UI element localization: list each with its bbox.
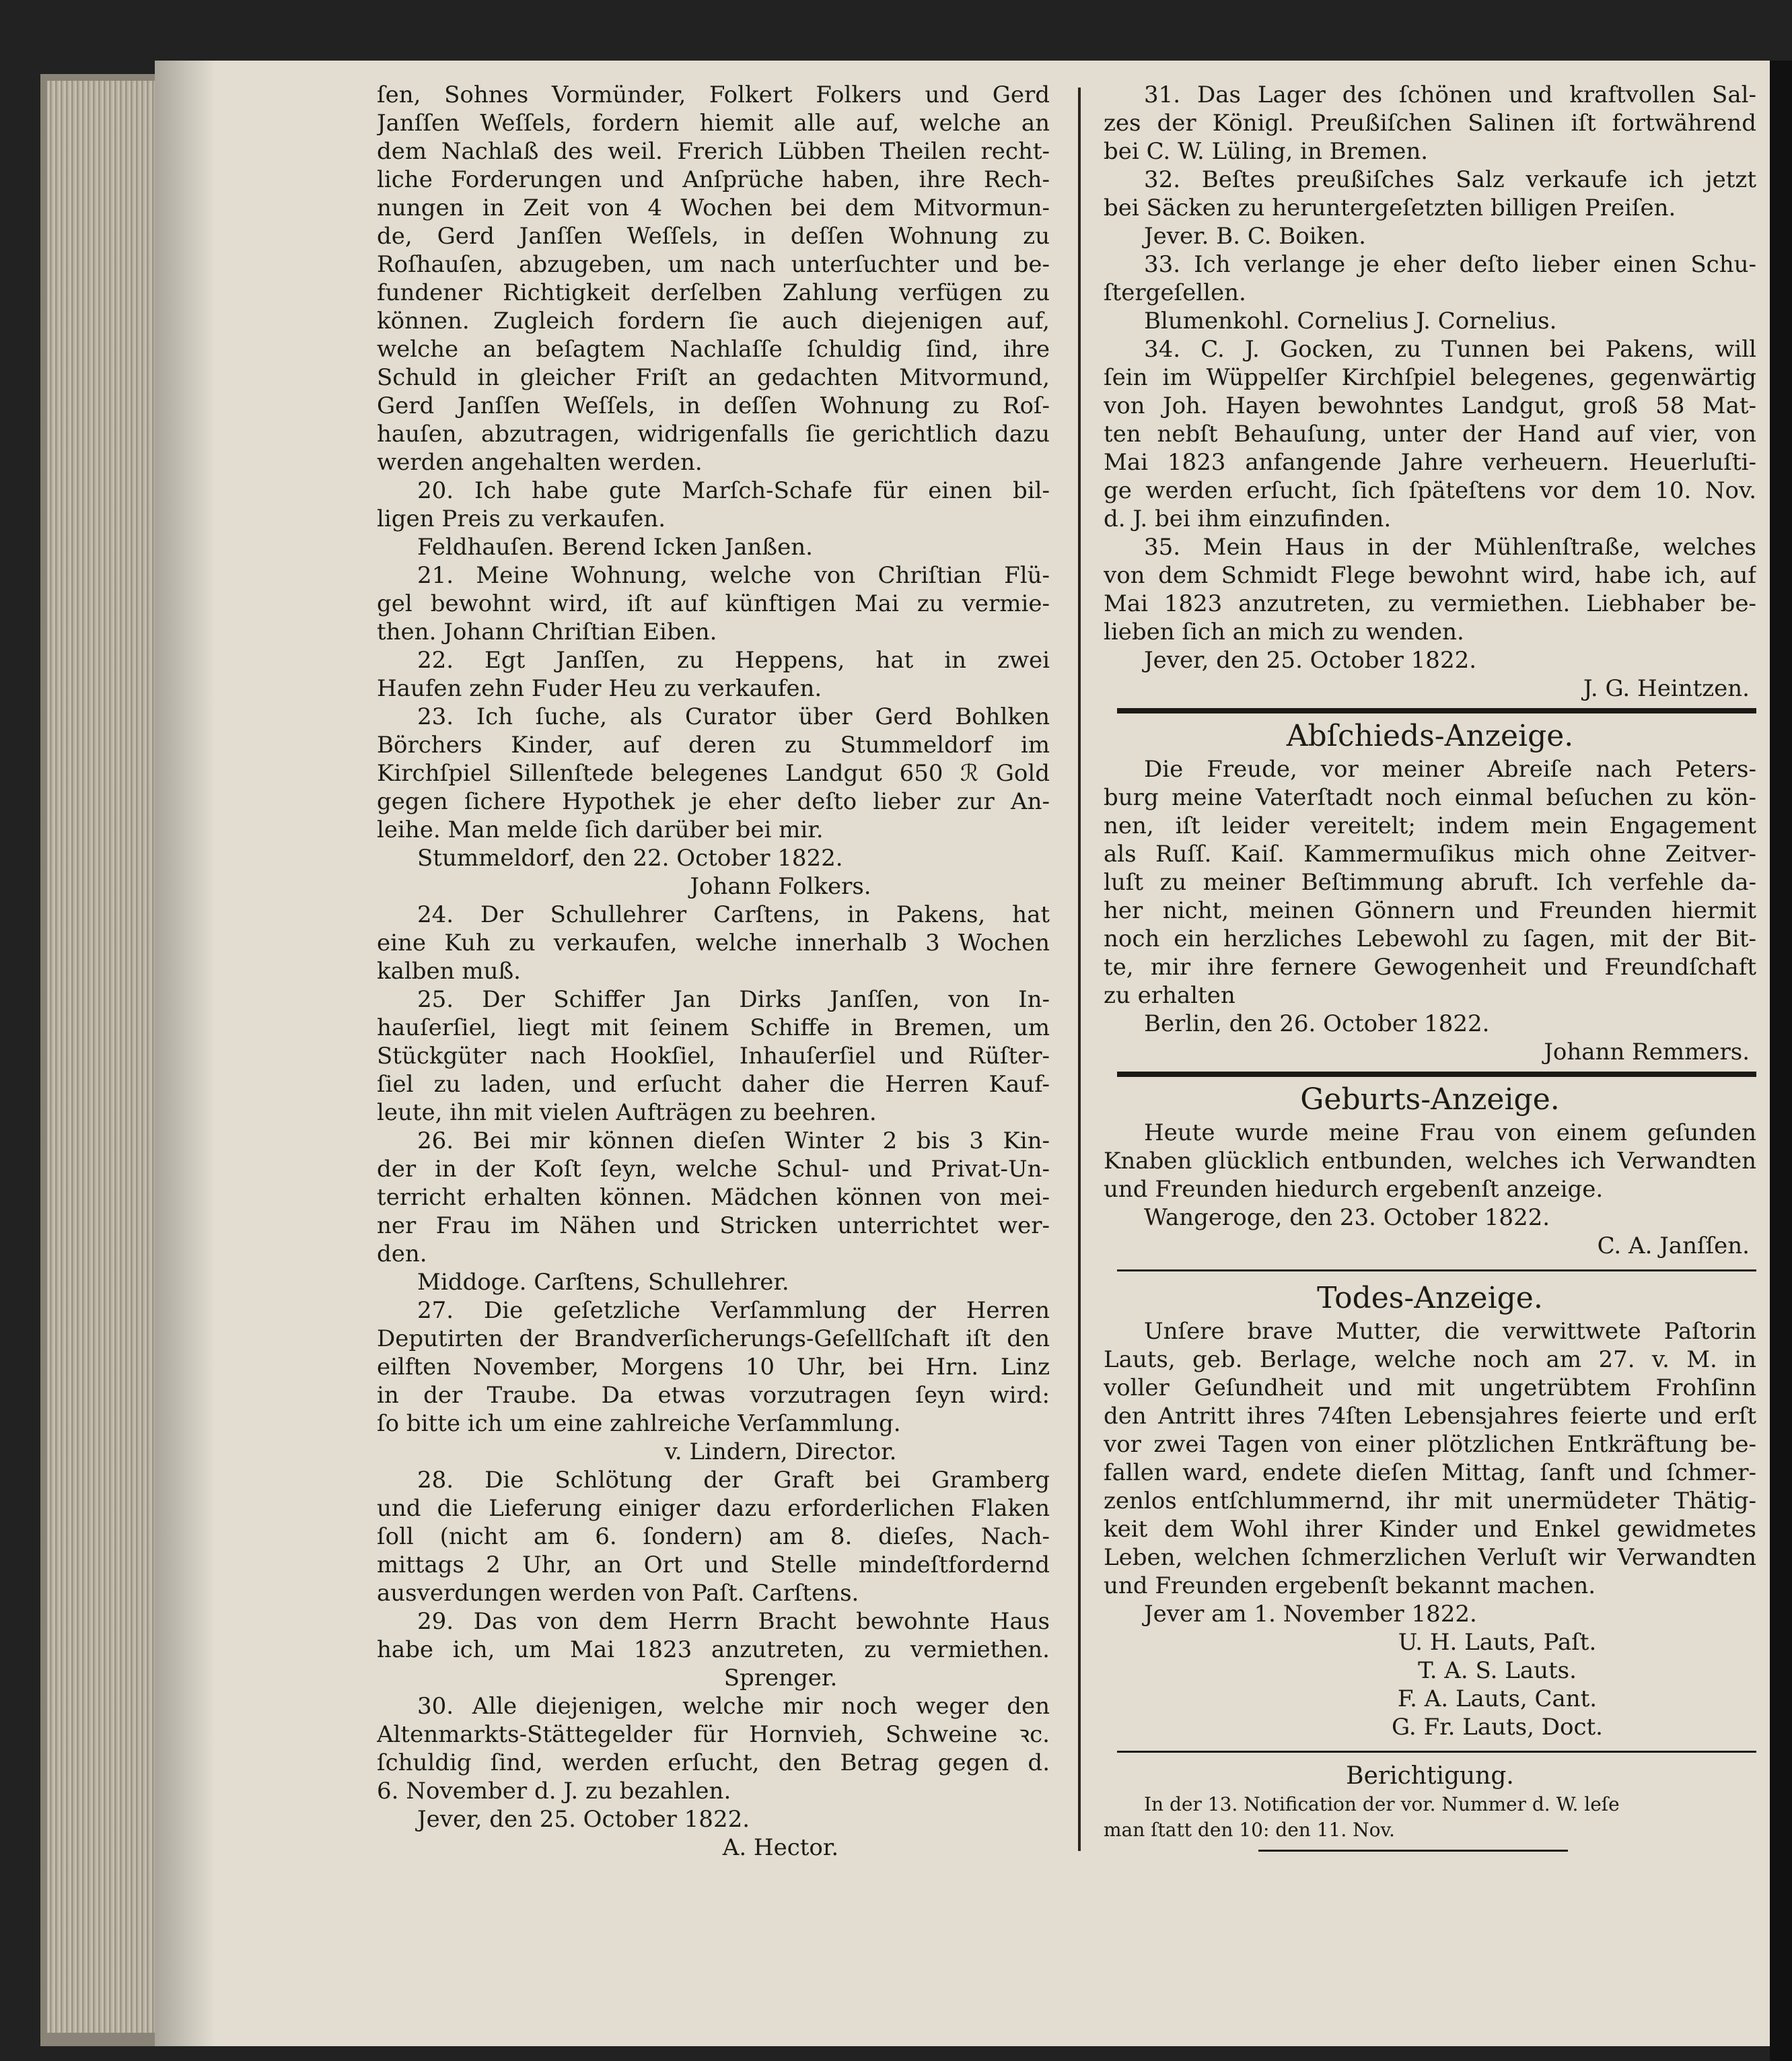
- text-line: nungen in Zeit von 4 Wochen bei dem Mitvormun-: [377, 195, 1050, 221]
- text-line: Jever, den 25. October 1822.: [417, 1806, 750, 1833]
- text-line: 30. Alle diejenigen, welche mir noch weger den: [417, 1693, 1050, 1720]
- text-line: und die Lieferung einiger dazu erforderlichen Flaken: [377, 1495, 1050, 1522]
- text-line: Haufen zehn Fuder Heu zu verkaufen.: [377, 675, 822, 702]
- text-line: Wangeroge, den 23. October 1822.: [1144, 1204, 1550, 1231]
- text-line: Heute wurde meine Frau von einem geſunden: [1144, 1119, 1756, 1146]
- text-line: 23. Ich ſuche, als Curator über Gerd Bohlken: [417, 703, 1050, 730]
- text-line: F. A. Lauts, Cant.: [1397, 1685, 1598, 1712]
- text-line: Die Freude, vor meiner Abreiſe nach Peters-: [1144, 756, 1756, 783]
- text-line: der in der Koſt ſeyn, welche Schul- und Privat-Un-: [377, 1156, 1050, 1183]
- text-line: von dem Schmidt Flege bewohnt wird, habe ich, auf: [1104, 562, 1756, 589]
- text-line: v. Lindern, Director.: [664, 1438, 897, 1465]
- text-line: man ſtatt den 10: den 11. Nov.: [1104, 1819, 1395, 1841]
- section-rule: [1117, 1269, 1756, 1271]
- text-line: G. Fr. Lauts, Doct.: [1391, 1714, 1603, 1741]
- text-line: U. H. Lauts, Paſt.: [1398, 1629, 1597, 1656]
- text-line: Börchers Kinder, auf deren zu Stummeldorf im: [377, 732, 1050, 759]
- text-line: 6. November d. J. zu bezahlen.: [377, 1778, 731, 1805]
- text-line: te, mir ihre fernere Gewogenheit und Freundſchaft: [1104, 954, 1756, 981]
- text-line: Johann Remmers.: [1544, 1039, 1750, 1066]
- text-line: werden angehalten werden.: [377, 449, 703, 476]
- text-line: ausverdungen werden von Paſt. Carſtens.: [377, 1580, 859, 1607]
- notices-31-35: [1104, 81, 1756, 703]
- text-line: Unſere brave Mutter, die verwittwete Paſtorin: [1144, 1318, 1756, 1345]
- text-line: Stückgüter nach Hookſiel, Inhauſerſiel und Rüſter-: [377, 1043, 1050, 1070]
- text-line: then. Johann Chriſtian Eiben.: [377, 619, 717, 645]
- text-line: fundener Richtigkeit derſelben Zahlung verfügen zu: [377, 279, 1050, 306]
- text-line: von Joh. Hayen bewohntes Landgut, groß 58 Mat-: [1104, 392, 1756, 419]
- column-divider: [1078, 88, 1081, 1851]
- text-line: ſo bitte ich um eine zahlreiche Verſammlung.: [377, 1410, 901, 1437]
- text-line: mittags 2 Uhr, an Ort und Stelle mindeſtfordernd: [377, 1551, 1050, 1578]
- text-line: ſchuldig ſind, werden erſucht, den Betrag gegen d.: [377, 1749, 1050, 1776]
- text-line: 24. Der Schullehrer Carſtens, in Pakens, hat: [417, 901, 1050, 928]
- page-edges: [47, 81, 162, 2033]
- text-line: T. A. S. Lauts.: [1418, 1657, 1577, 1684]
- text-line: her nicht, meinen Gönnern und Freunden hiermit: [1104, 897, 1756, 924]
- text-line: zu erhalten: [1104, 982, 1235, 1009]
- scan-border: [1770, 61, 1792, 2061]
- text-line: leute, ihn mit vielen Aufträgen zu beehren.: [377, 1099, 877, 1126]
- text-line: den.: [377, 1241, 427, 1267]
- geburt-heading: Geburts-Anzeige.: [1300, 1082, 1560, 1117]
- left-column: [377, 81, 1050, 1862]
- text-line: keit dem Wohl ihrer Kinder und Enkel gewidmetes: [1104, 1516, 1756, 1543]
- text-line: ligen Preis zu verkaufen.: [377, 505, 666, 532]
- text-line: Knaben glücklich entbunden, welches ich Verwandten: [1104, 1148, 1756, 1175]
- text-line: 35. Mein Haus in der Mühlenſtraße, welches: [1144, 534, 1756, 561]
- text-line: 31. Das Lager des ſchönen und kraftvollen Sal-: [1144, 81, 1756, 108]
- text-line: d. J. bei ihm einzufinden.: [1104, 505, 1392, 532]
- text-line: können. Zugleich fordern ſie auch diejenigen auf,: [377, 308, 1050, 335]
- text-line: Lauts, geb. Berlage, welche noch am 27. v. M. in: [1104, 1346, 1756, 1373]
- text-line: Gerd Janſſen Weſſels, in deſſen Wohnung zu Roſ-: [377, 392, 1050, 419]
- berichtigung-body: [1104, 1792, 1756, 1843]
- text-line: ſein im Wüppelſer Kirchſpiel belegenes, gegenwärtig: [1104, 364, 1756, 391]
- text-line: bei Säcken zu heruntergeſetzten billigen Preiſen.: [1104, 195, 1676, 221]
- text-line: Sprenger.: [723, 1665, 838, 1691]
- abschied-body: [1104, 755, 1756, 1066]
- text-line: in der Traube. Da etwas vorzutragen ſeyn wird:: [377, 1382, 1050, 1409]
- text-line: leihe. Man melde ſich darüber bei mir.: [377, 816, 824, 843]
- text-line: bei C. W. Lüling, in Bremen.: [1104, 138, 1429, 165]
- text-line: C. A. Janſſen.: [1597, 1232, 1750, 1259]
- text-line: Berlin, den 26. October 1822.: [1144, 1010, 1490, 1037]
- text-line: den Antritt ihres 74ſten Lebensjahres feierte und erſt: [1104, 1403, 1756, 1430]
- text-line: Stummeldorf, den 22. October 1822.: [417, 845, 843, 872]
- text-line: In der 13. Notification der vor. Nummer d. W. leſe: [1144, 1793, 1620, 1815]
- text-line: A. Hector.: [722, 1834, 839, 1861]
- text-line: 29. Das von dem Herrn Bracht bewohnte Haus: [417, 1608, 1050, 1635]
- text-line: ge werden erſucht, ſich ſpäteſtens vor dem 10. Nov.: [1104, 477, 1756, 504]
- text-line: als Ruſſ. Kaiſ. Kammermuſikus mich ohne Zeitver-: [1104, 841, 1756, 868]
- text-line: vor zwei Tagen von einer plötzlichen Entkräftung be-: [1104, 1431, 1756, 1458]
- text-line: Leben, welchen ſchmerzlichen Verluſt wir Verwandten: [1104, 1544, 1756, 1571]
- text-line: und Freunden ergebenſt bekannt machen.: [1104, 1572, 1596, 1599]
- text-line: 28. Die Schlötung der Graft bei Gramberg: [417, 1467, 1050, 1494]
- text-line: voller Geſundheit und mit ungetrübtem Frohſinn: [1104, 1374, 1756, 1401]
- text-line: dem Nachlaß des weil. Frerich Lübben Theilen recht-: [377, 138, 1050, 165]
- text-line: 32. Beſtes preußiſches Salz verkaufe ich jetzt: [1144, 166, 1756, 193]
- text-line: Schuld in gleicher Friſt an gedachten Mitvormund,: [377, 364, 1050, 391]
- text-line: Mai 1823 anfangende Jahre verheuern. Heuerluſti-: [1104, 449, 1756, 476]
- section-rule: [1117, 708, 1756, 713]
- text-line: Blumenkohl. Cornelius J. Cornelius.: [1144, 308, 1557, 335]
- text-line: ſiel zu laden, und erſucht daher die Herren Kauf-: [377, 1071, 1050, 1098]
- text-line: Altenmarkts-Stättegelder für Hornvieh, Schweine ꝛc.: [377, 1721, 1050, 1748]
- text-line: gegen ſichere Hypothek je eher deſto lieber zur An-: [377, 788, 1050, 815]
- text-line: Kirchſpiel Sillenſtede belegenes Landgut 650 ℛ Gold: [377, 760, 1050, 787]
- text-line: 25. Der Schiffer Jan Dirks Janſſen, von In-: [417, 986, 1050, 1013]
- text-line: ſtergeſellen.: [1104, 279, 1246, 306]
- text-line: Janſſen Weſſels, fordern hiemit alle auf, welche an: [377, 110, 1050, 137]
- berichtigung-heading: Berichtigung.: [1346, 1762, 1514, 1790]
- text-line: Jever am 1. November 1822.: [1144, 1601, 1477, 1628]
- text-line: liche Forderungen und Anſprüche haben, ihre Rech-: [377, 166, 1050, 193]
- text-line: 21. Meine Wohnung, welche von Chriſtian Flü-: [417, 562, 1050, 589]
- text-line: Middoge. Carſtens, Schullehrer.: [417, 1269, 789, 1296]
- text-line: zes der Königl. Preußiſchen Salinen iſt fortwährend: [1104, 110, 1756, 137]
- text-line: welche an beſagtem Nachlaſſe ſchuldig ſind, ihre: [377, 336, 1050, 363]
- text-line: 27. Die geſetzliche Verſammlung der Herren: [417, 1297, 1050, 1324]
- text-line: Deputirten der Brandverſicherungs-Geſellſchaft iſt den: [377, 1325, 1050, 1352]
- text-line: burg meine Vaterſtadt noch einmal beſuchen zu kön-: [1104, 784, 1756, 811]
- text-line: ſen, Sohnes Vormünder, Folkert Folkers und Gerd: [377, 81, 1050, 108]
- text-line: Johann Folkers.: [690, 873, 871, 900]
- text-line: noch ein herzliches Lebewohl zu ſagen, mit der Bit-: [1104, 925, 1756, 952]
- text-line: ſoll (nicht am 6. ſondern) am 8. dieſes, Nach-: [377, 1523, 1050, 1550]
- section-rule: [1117, 1751, 1756, 1753]
- tod-body: [1104, 1317, 1756, 1741]
- text-line: Jever, den 25. October 1822.: [1144, 647, 1477, 674]
- text-line: Mai 1823 anzutreten, zu vermiethen. Liebhaber be-: [1104, 590, 1756, 617]
- text-line: ten nebſt Behauſung, unter der Hand auf vier, von: [1104, 421, 1756, 448]
- text-line: 33. Ich verlange je eher deſto lieber einen Schu-: [1144, 251, 1756, 278]
- text-line: fallen ward, endete dieſen Mittag, ſanft und ſchmer-: [1104, 1459, 1756, 1486]
- text-line: 26. Bei mir können dieſen Winter 2 bis 3 Kin-: [417, 1127, 1050, 1154]
- text-line: de, Gerd Janſſen Weſſels, in deſſen Wohnung zu: [377, 223, 1050, 250]
- text-line: 22. Egt Janſſen, zu Heppens, hat in zwei: [417, 647, 1050, 674]
- text-line: hauſerſiel, liegt mit ſeinem Schiffe in Bremen, um: [377, 1014, 1050, 1041]
- text-line: Feldhauſen. Berend Icken Janßen.: [417, 534, 813, 561]
- text-line: eine Kuh zu verkaufen, welche innerhalb 3 Wochen: [377, 930, 1050, 956]
- text-line: und Freunden hiedurch ergebenſt anzeige.: [1104, 1176, 1604, 1203]
- text-line: J. G. Heintzen.: [1583, 675, 1750, 702]
- text-line: Jever. B. C. Boiken.: [1144, 223, 1366, 250]
- tod-heading: Todes-Anzeige.: [1317, 1281, 1543, 1315]
- text-line: ner Frau im Nähen und Stricken unterrichtet wer-: [377, 1212, 1050, 1239]
- text-line: terricht erhalten können. Mädchen können von mei-: [377, 1184, 1050, 1211]
- abschied-heading: Abſchieds-Anzeige.: [1286, 719, 1574, 753]
- right-column: [1104, 81, 1756, 1852]
- text-line: gel bewohnt wird, iſt auf künftigen Mai zu vermie-: [377, 590, 1050, 617]
- text-line: habe ich, um Mai 1823 anzutreten, zu vermiethen.: [377, 1636, 1050, 1663]
- gutter-shadow: [155, 61, 215, 2046]
- section-rule: [1117, 1072, 1756, 1077]
- end-rule: [1258, 1850, 1568, 1852]
- text-line: nen, iſt leider vereitelt; indem mein Engagement: [1104, 812, 1756, 839]
- text-line: Roſhauſen, abzugeben, um nach unterſuchter und be-: [377, 251, 1050, 278]
- text-line: zenlos entſchlummernd, ihr mit unermüdeter Thätig-: [1104, 1488, 1756, 1514]
- text-line: luſt zu meiner Beſtimmung abruft. Ich verfehle da-: [1104, 869, 1756, 896]
- text-line: eilften November, Morgens 10 Uhr, bei Hrn. Linz: [377, 1354, 1050, 1381]
- text-line: lieben ſich an mich zu wenden.: [1104, 619, 1464, 645]
- geburt-body: [1104, 1119, 1756, 1260]
- text-line: 20. Ich habe gute Marſch-Schafe für einen bil-: [417, 477, 1050, 504]
- text-line: 34. C. J. Gocken, zu Tunnen bei Pakens, will: [1144, 336, 1756, 363]
- text-line: kalben muß.: [377, 958, 521, 985]
- text-line: hauſen, abzutragen, widrigenfalls ſie gerichtlich dazu: [377, 421, 1050, 448]
